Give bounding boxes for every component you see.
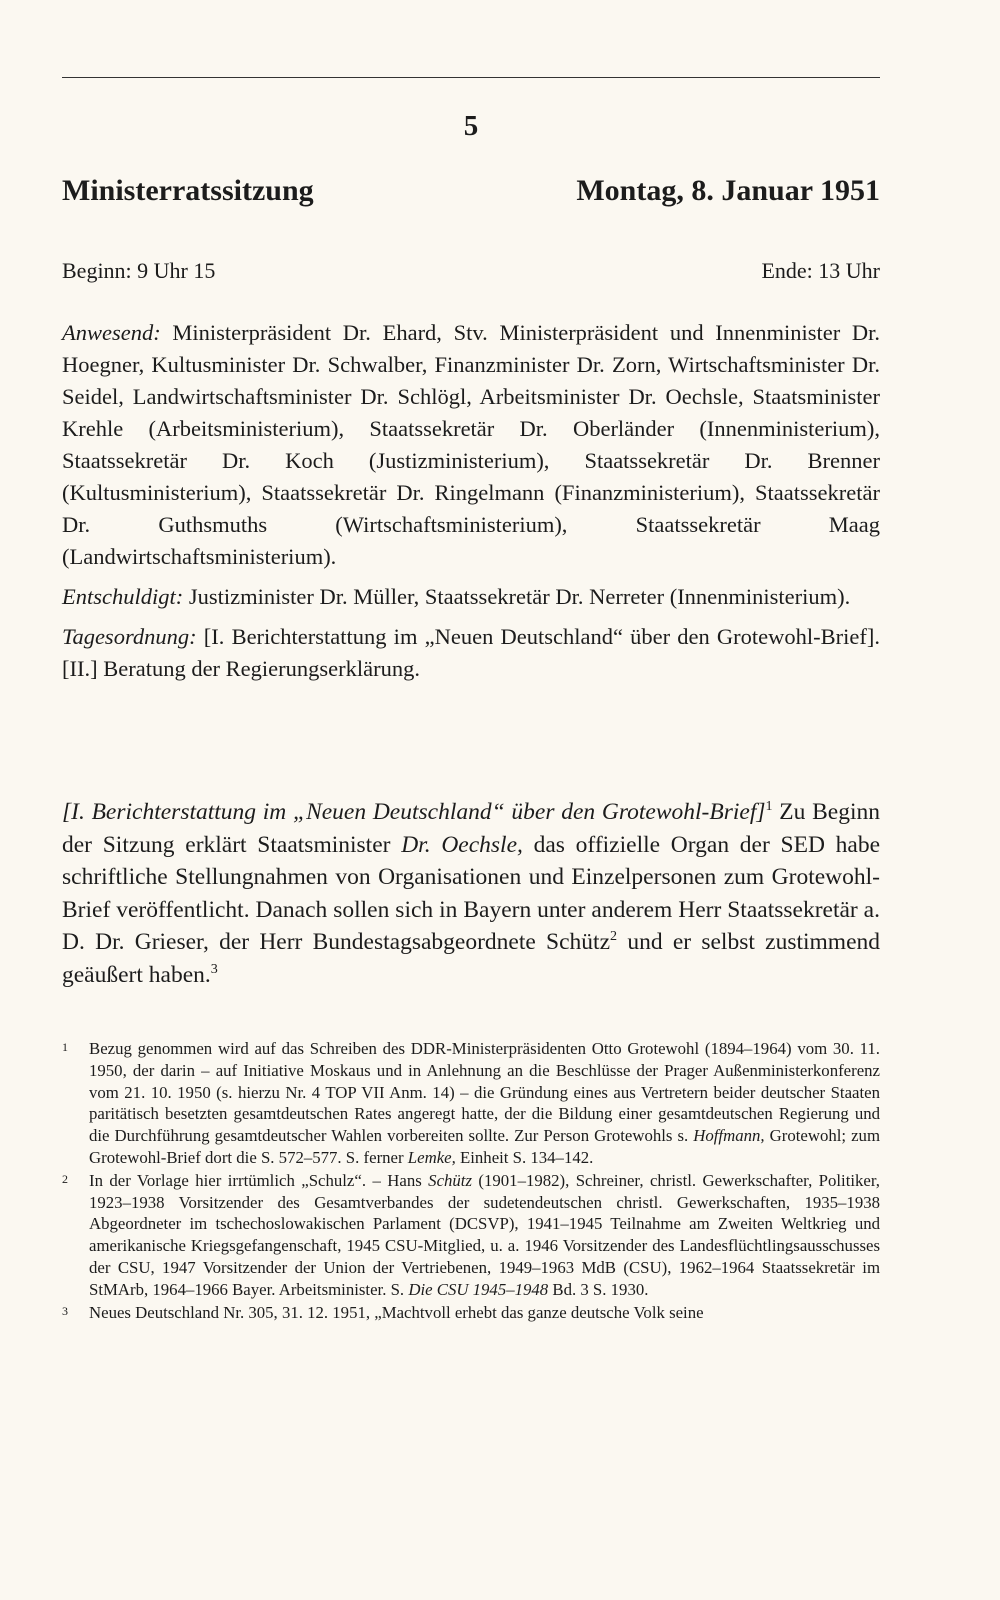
footnote-text [89, 1038, 880, 1169]
heading-row [62, 174, 880, 208]
document-date: Montag, 8. Januar 1951 [576, 174, 880, 207]
footnote-ref-1[interactable]: 1 [765, 798, 773, 815]
footnote-person: Schütz [428, 1170, 472, 1190]
present-paragraph [62, 317, 880, 573]
footnote-ref-3[interactable]: 3 [210, 960, 218, 977]
agenda-text: [I. Berichterstattung im „Neuen Deutschland“ über den Grotewohl-Brief]. [II.] Beratung der Regierungserklärung. [62, 624, 880, 681]
item-text-2: das offizielle Organ der SED habe schriftliche Stellungnahmen von Organisationen und Einzelpersonen zum Grotewohl-Brief veröffentlicht. Danach sollen sich in Bayern unter anderem Herr Staatssekretär a. D. Dr. Grieser, der Herr Bundestagsabgeordnete Schütz [62, 831, 881, 955]
agenda-label: Tagesordnung: [62, 624, 197, 649]
header-rule [62, 77, 880, 78]
footnote-3 [62, 1302, 880, 1324]
item-one-block [62, 796, 880, 991]
present-label: Anwesend: [62, 320, 161, 345]
footnote-text [89, 1170, 880, 1301]
footnote-author: Hoffmann, [693, 1126, 765, 1146]
footnote-number: 2 [62, 1171, 68, 1186]
time-row [62, 258, 880, 284]
footnote-text-part: (1901–1982), Schreiner, christl. Gewerkschafter, Politiker, 1923–1938 Vorsitzender des Gesamtverbandes der sudetendeutschen christl. Gewerkschaften, 1935–1938 Abgeordneter im tschechoslowakischen Parlament (DCSVP), 1941–1945 Teilnahme am Zweiten Weltkrieg und amerikanische Kriegsgefangenschaft, 1945 CSU-Mitglied, u. a. 1946 Vorsitzender des Landesflüchtlingsausschusses der CSU, 1947 Vorsitzender der Union der Vertriebenen, 1949–1963 MdB (CSU), 1962–1964 Staatssekretär im StMArb, 1964–1966 Bayer. Arbeitsminister. S. [89, 1170, 880, 1299]
document-number: 5 [463, 110, 479, 142]
item-heading: [I. Berichterstattung im „Neuen Deutschland“ über den Grotewohl-Brief] [62, 799, 766, 825]
agenda-paragraph [62, 621, 880, 685]
footnote-text-part: In der Vorlage hier irrtümlich „Schulz“. – Hans [89, 1170, 422, 1190]
footnote-text-part: Einheit S. 134–142. [460, 1147, 594, 1167]
footnote-ref-2[interactable]: 2 [610, 928, 618, 945]
footnote-author: Lemke, [407, 1147, 456, 1167]
excused-text: Justizminister Dr. Müller, Staatssekretär Dr. Nerreter (Innenministerium). [188, 584, 851, 609]
attendance-block [62, 317, 880, 693]
footnote-source: Die CSU 1945–1948 [408, 1279, 549, 1299]
end-time: Ende: 13 Uhr [761, 258, 880, 283]
footnotes [62, 1038, 880, 1324]
footnote-2 [62, 1170, 880, 1301]
present-text: Ministerpräsident Dr. Ehard, Stv. Ministerpräsident und Innenminister Dr. Hoegner, Kultusminister Dr. Schwalber, Finanzminister Dr. Zorn, Wirtschaftsminister Dr. Seidel, Landwirtschaftsminister Dr. Schlögl, Arbeitsminister Dr. Oechsle, Staatsminister Krehle (Arbeitsministerium), Staatssekretär Dr. Oberländer (Innenministerium), Staatssekretär Dr. Koch (Justizministerium), Staatssekretär Dr. Brenner (Kultusministerium), Staatssekretär Dr. Ringelmann (Finanzministerium), Staatssekretär Dr. Guthsmuths (Wirtschaftsministerium), Staatssekretär Maag (Landwirtschaftsministerium). [62, 320, 881, 569]
footnote-text-part: Neues Deutschland Nr. 305, 31. 12. 1951, „Machtvoll erhebt das ganze deutsche Volk seine [89, 1302, 704, 1322]
footnote-text-part: Bd. 3 S. 1930. [552, 1279, 649, 1299]
excused-label: Entschuldigt: [62, 584, 184, 609]
speaker-name: Dr. Oechsle, [401, 831, 523, 858]
excused-paragraph [62, 581, 880, 613]
document-title: Ministerratssitzung [62, 174, 314, 207]
footnote-text-part: Bezug genommen wird auf das Schreiben des DDR-Ministerpräsidenten Otto Grotewohl (1894–1964) vom 30. 11. 1950, der darin – auf Initiative Moskaus und in Anlehnung an die Beschlüsse der Prager Außenministerkonferenz vom 21. 10. 1950 (s. hierzu Nr. 4 TOP VII Anm. 14) – die Gründung eines aus Vertretern beider deutscher Staaten paritätisch besetzten gesamtdeutschen Rates angeregt hatte, der die Bildung einer gesamtdeutschen Regierung und die Durchführung gesamtdeutscher Wahlen vorbereiten sollte. Zur Person Grotewohls s. [89, 1039, 880, 1146]
item-text-3: und er selbst zustimmend geäußert haben. [62, 929, 881, 988]
footnote-1 [62, 1038, 880, 1169]
item-text-1: Zu Beginn der Sitzung erklärt Staatsminister [62, 799, 880, 858]
item-one-paragraph [62, 796, 880, 991]
begin-time: Beginn: 9 Uhr 15 [62, 258, 216, 283]
footnote-number: 3 [62, 1303, 68, 1318]
footnote-text-part: Grotewohl; zum Grotewohl-Brief dort die S. 572–577. S. ferner [89, 1126, 880, 1167]
footnote-number: 1 [62, 1040, 68, 1054]
footnote-text [89, 1302, 880, 1324]
